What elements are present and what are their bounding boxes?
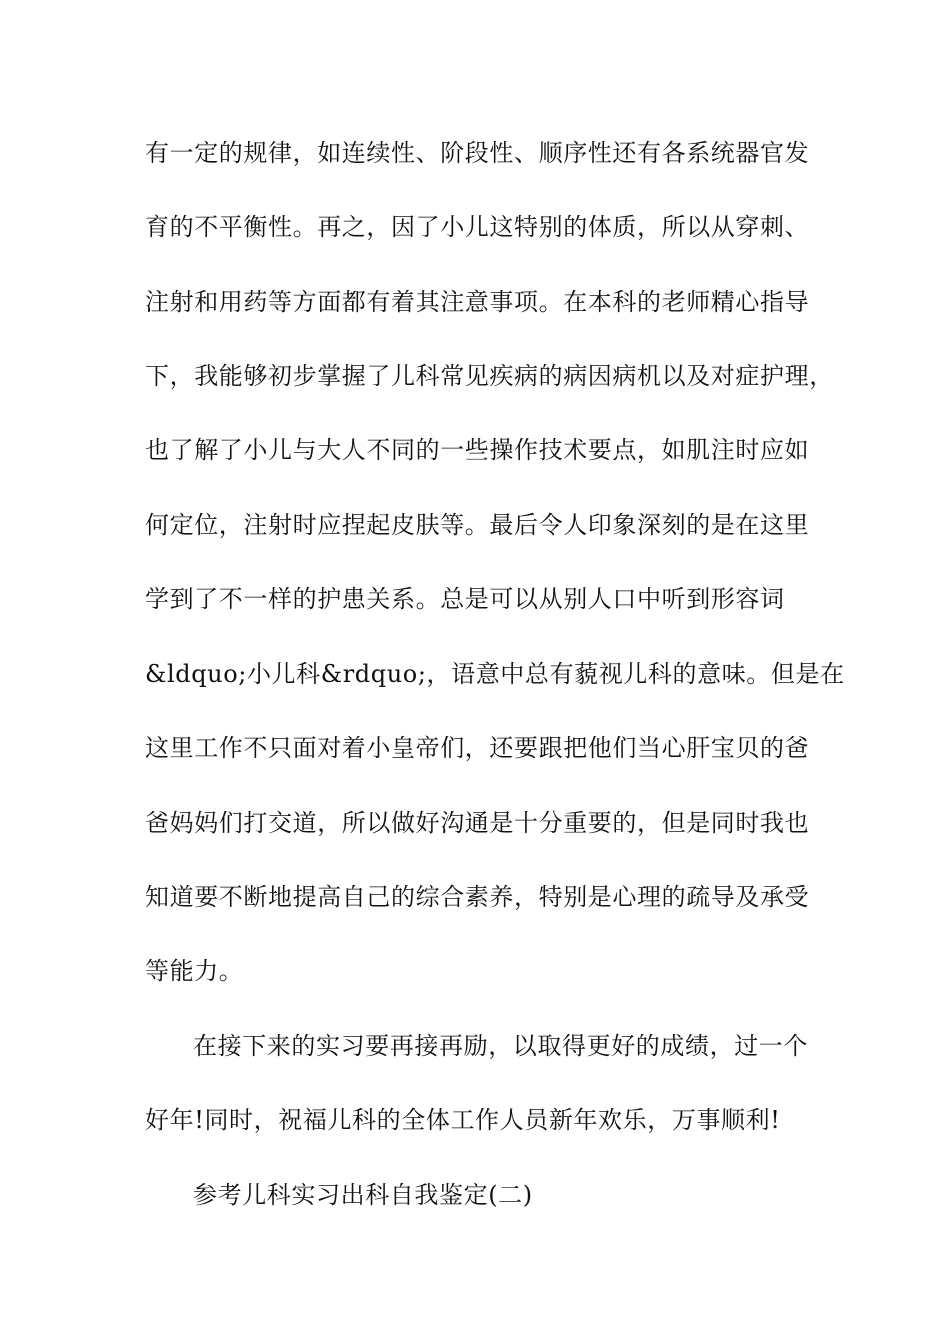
body-text-line: 爸妈妈们打交道，所以做好沟通是十分重要的，但是同时我也 <box>145 809 810 837</box>
paragraph-first-line: 在接下来的实习要再接再励，以取得更好的成绩，过一个 <box>193 1032 808 1060</box>
body-text-line: &ldquo;小儿科&rdquo;，语意中总有藐视儿科的意味。但是在 <box>145 660 845 688</box>
body-text-line: 等能力。 <box>145 957 244 985</box>
section-heading: 参考儿科实习出科自我鉴定(二) <box>193 1181 533 1209</box>
body-text-line: 育的不平衡性。再之，因了小儿这特别的体质，所以从穿刺、 <box>145 213 810 241</box>
body-text-line: 学到了不一样的护患关系。总是可以从别人口中听到形容词 <box>145 585 785 613</box>
body-text-line: 知道要不断地提高自己的综合素养，特别是心理的疏导及承受 <box>145 883 810 911</box>
body-text-line: 也了解了小儿与大人不同的一些操作技术要点，如肌注时应如 <box>145 436 810 464</box>
body-text-line: 下，我能够初步掌握了儿科常见疾病的病因病机以及对症护理， <box>145 362 834 390</box>
body-text-line: 有一定的规律，如连续性、阶段性、顺序性还有各系统器官发 <box>145 139 810 167</box>
body-text-line: 这里工作不只面对着小皇帝们，还要跟把他们当心肝宝贝的爸 <box>145 734 810 762</box>
body-text-line: 何定位，注射时应捏起皮肤等。最后令人印象深刻的是在这里 <box>145 511 810 539</box>
body-text-line: 注射和用药等方面都有着其注意事项。在本科的老师精心指导 <box>145 288 810 316</box>
body-text-line: 好年!同时，祝福儿科的全体工作人员新年欢乐，万事顺利! <box>145 1106 781 1134</box>
